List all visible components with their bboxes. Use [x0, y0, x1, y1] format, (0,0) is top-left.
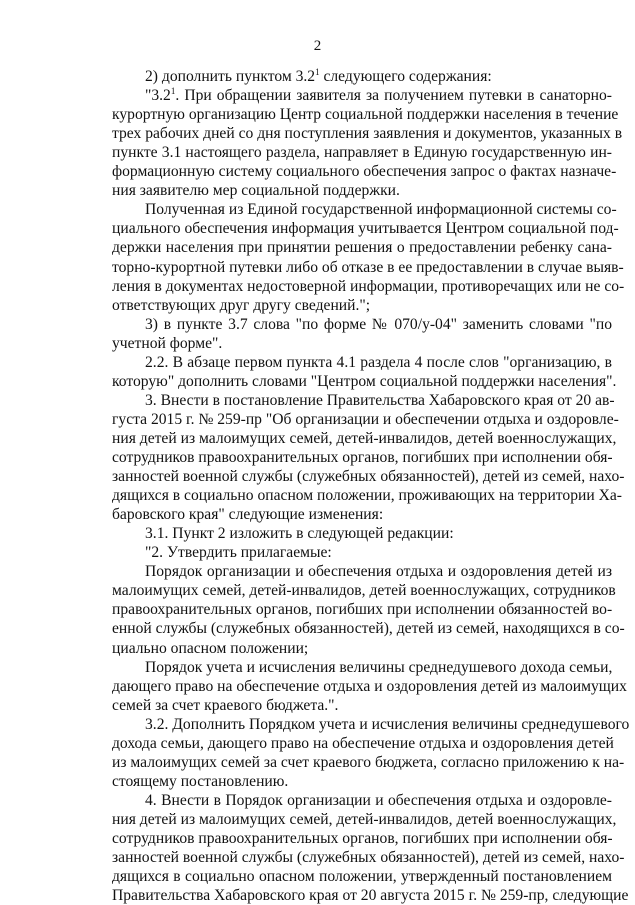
text-line-content: дохода семьи, дающего право на обеспечение отдыха и оздоровления детей	[112, 734, 614, 752]
text-line-content: 2) дополнить пунктом 3.2	[145, 68, 316, 85]
text-line	[112, 162, 617, 181]
text-line	[112, 486, 622, 505]
text-line	[112, 296, 612, 315]
text-line	[112, 734, 612, 753]
text-line	[145, 315, 612, 334]
text-line-content: правоохранительных органов, погибших при исполнении обязанностей во-	[112, 601, 613, 619]
text-line	[112, 753, 625, 772]
text-line	[112, 143, 612, 162]
superscript: 1	[170, 86, 176, 97]
text-line	[112, 105, 619, 124]
text-line-content: 4. Внести в Порядок организации и обеспечения отдыха и оздоровле-	[145, 791, 612, 809]
page-number: 2	[313, 38, 322, 54]
text-line-content: циального обеспечения информация учитывается Центром социальной под-	[112, 220, 619, 238]
text-line-content: формационную систему социального обеспечения запрос о фактах назначе-	[112, 163, 617, 181]
text-line	[112, 448, 612, 467]
text-line-content: ния заявителю мер социальной поддержки.	[112, 182, 400, 200]
text-line	[145, 562, 612, 581]
text-line	[112, 277, 625, 296]
text-line-content: держки населения при принятии решения о предоставлении ребенку сана-	[112, 239, 612, 257]
text-line	[112, 505, 612, 524]
text-line-content: дающего право на обеспечение отдыха и оздоровления детей из малоимущих	[112, 677, 627, 695]
text-line	[145, 391, 615, 410]
text-line-content: баровского края" следующие изменения:	[112, 506, 384, 524]
text-line-content: занностей военной службы (служебных обязанностей), детей из семей, нахо-	[112, 849, 625, 867]
text-line-content: дящихся в социально опасном положении, проживающих на территории Ха-	[112, 487, 622, 505]
text-line-content: курортную организацию Центр социальной поддержки населения в течение	[112, 106, 619, 124]
text-line-content: ления в документах недостоверной информации, противоречащих или не со-	[112, 277, 625, 295]
text-line	[112, 219, 619, 238]
text-line-content: пункте 3.1 настоящего раздела, направляет в Единую государственную ин-	[112, 144, 612, 162]
text-line	[112, 124, 623, 143]
text-line	[145, 353, 612, 372]
text-line	[112, 619, 625, 638]
text-line	[112, 867, 612, 886]
text-line	[112, 600, 612, 619]
text-line-content: 2.2. В абзаце первом пункта 4.1 раздела 4 после слов "организацию, в	[145, 353, 612, 371]
text-line	[112, 334, 612, 353]
text-line	[145, 200, 617, 219]
text-line	[112, 810, 617, 829]
text-line	[112, 467, 625, 486]
text-line	[112, 372, 617, 391]
text-line	[145, 791, 612, 810]
text-line	[112, 886, 629, 905]
text-line	[112, 696, 612, 715]
text-line-content: которую" дополнить словами "Центром социальной поддержки населения".	[112, 372, 617, 390]
text-line	[145, 86, 612, 105]
text-line-content: стоящему постановлению.	[112, 772, 289, 790]
text-line-content: ния детей из малоимущих семей, детей-инвалидов, детей военнослужащих,	[112, 429, 617, 447]
text-line-content: Полученная из Единой государственной информационной системы со-	[145, 201, 617, 219]
text-line-continuation: следующего содержания:	[319, 68, 492, 85]
text-line-content: занностей военной службы (служебных обязанностей), детей из семей, нахо-	[112, 468, 625, 486]
text-line-content: 3.1. Пункт 2 изложить в следующей редакции:	[145, 525, 454, 543]
text-line-content: густа 2015 г. № 259-пр "Об организации и обеспечении отдыха и оздоровле-	[112, 410, 619, 428]
text-line	[145, 715, 630, 734]
text-line	[145, 658, 612, 677]
text-line-content: торно-курортной путевки либо об отказе в ее предоставлении в случае выяв-	[112, 258, 624, 276]
text-line-content: сотрудников правоохранительных органов, погибших при исполнении обя-	[112, 830, 613, 847]
text-line	[145, 524, 612, 543]
text-line-content: ния детей из малоимущих семей, детей-инвалидов, детей военнослужащих,	[112, 810, 617, 828]
text-line-content: 3) в пункте 3.7 слова "по форме № 070/у-04" заменить словами "по	[145, 315, 612, 333]
text-line	[112, 772, 612, 791]
text-line-content: циально опасном положении;	[112, 639, 309, 657]
text-line-content: сотрудников правоохранительных органов, погибших при исполнении обя-	[112, 449, 613, 466]
text-line-content: Порядок учета и исчисления величины среднедушевого дохода семьи,	[145, 658, 613, 676]
superscript: 1	[315, 67, 320, 77]
text-line	[112, 410, 619, 429]
text-line	[112, 258, 624, 277]
text-line-content: семей за счет краевого бюджета.".	[112, 696, 339, 714]
text-line-content: учетной форме".	[112, 334, 223, 352]
text-line-content: дящихся в социально опасном положении, утвержденный постановлением	[112, 868, 612, 886]
text-line-content: "3.2	[145, 87, 171, 105]
text-line	[112, 581, 616, 600]
text-line	[112, 829, 612, 848]
text-line	[112, 181, 612, 200]
text-line	[112, 848, 625, 867]
text-line-content: 3.2. Дополнить Порядком учета и исчисления величины среднедушевого	[145, 715, 630, 733]
text-line	[145, 543, 612, 562]
text-line	[112, 238, 612, 257]
text-line	[112, 639, 612, 658]
text-line	[112, 677, 627, 696]
text-line-content: енной службы (служебных обязанностей), детей из семей, находящихся в со-	[112, 620, 625, 638]
text-line-content: из малоимущих семей за счет краевого бюджета, согласно приложению к на-	[112, 753, 625, 771]
text-line-content: Порядок организации и обеспечения отдыха и оздоровления детей из	[145, 563, 612, 581]
text-line-content: 3. Внести в постановление Правительства Хабаровского края от 20 ав-	[145, 391, 615, 409]
text-line-content: Правительства Хабаровского края от 20 августа 2015 г. № 259-пр, следующие	[112, 887, 629, 905]
text-line-content: малоимущих семей, детей-инвалидов, детей военнослужащих, сотрудников	[112, 582, 616, 600]
text-line-continuation: . При обращении заявителя за получением путевки в санаторно-	[175, 87, 612, 105]
text-line	[145, 67, 612, 86]
text-line-content: "2. Утвердить прилагаемые:	[145, 544, 332, 562]
text-line-content: ответствующих друг другу сведений.";	[112, 296, 371, 314]
text-line	[112, 429, 617, 448]
text-line-content: трех рабочих дней со дня поступления заявления и документов, указанных в	[112, 125, 623, 143]
